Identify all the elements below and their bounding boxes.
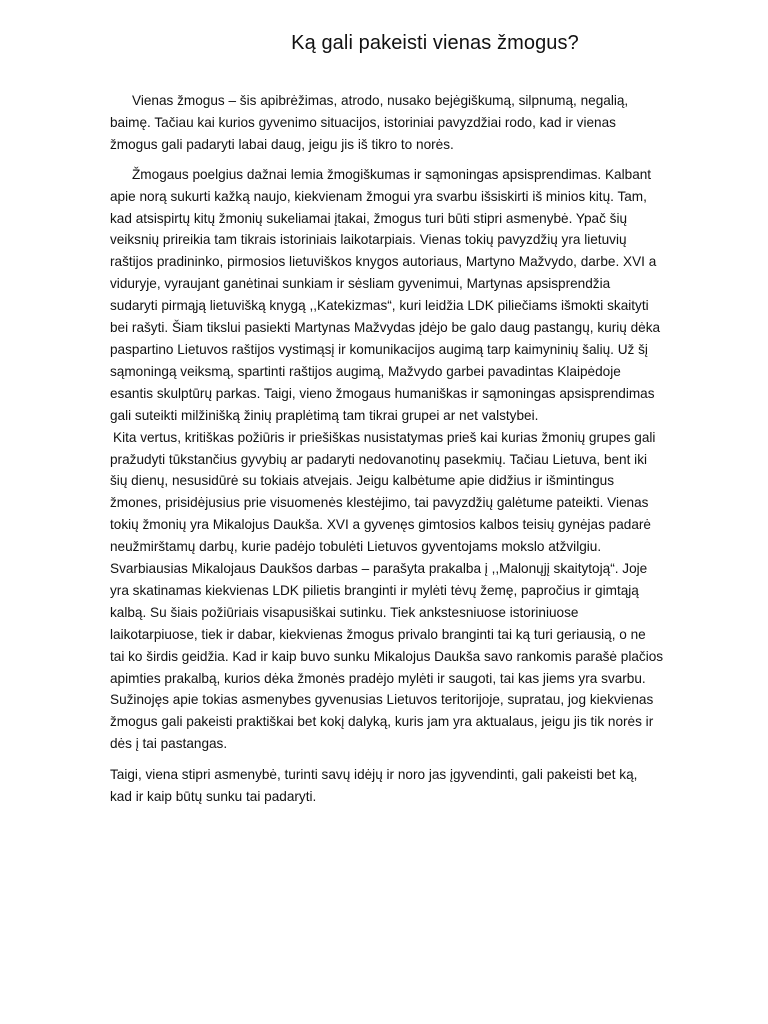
paragraph-line: tai ko širdis geidžia. Kad ir kaip buvo sunku Mikalojus Daukša savo rankomis parašė plačios — [110, 648, 664, 664]
paragraph-spacer — [110, 755, 730, 764]
paragraph-line: pražudyti tūkstančius gyvybių ar padaryti nedovanotinų pasekmių. Tačiau Lietuva, bent iki — [110, 451, 648, 467]
paragraph-line: Kita vertus, kritiškas požiūris ir priešiškas nusistatymas prieš kai kurias žmonių grupes gali — [113, 429, 656, 445]
paragraph-line: kalbą. Su šiais požiūriais visapusiškai sutinku. Tiek ankstesniuose istoriniuose — [110, 604, 579, 620]
paragraph-line: Svarbiausias Mikalojaus Daukšos darbas – parašyta prakalba į ,,Malonųjį skaitytoją“. Joje — [110, 561, 648, 577]
paragraph-line: veiksnių prireikia tam tikrais istoriniais laikotarpiais. Vienas tokių pavyzdžių yra lietuvių — [110, 232, 627, 248]
paragraph-line: Taigi, viena stipri asmenybė, turinti savų idėjų ir noro jas įgyvendinti, gali pakeisti bet ką, — [110, 767, 638, 783]
paragraph-line: sąmoningą veiksmą, spartinti raštijos augimą, Mažvydo garbei pavadintas Klaipėdoje — [110, 363, 621, 379]
paragraph-line: dės į tai pastangas. — [110, 736, 228, 752]
paragraph-line: baimę. Tačiau kai kurios gyvenimo situacijos, istoriniai pavyzdžiai rodo, kad ir vienas — [110, 114, 616, 130]
paragraph-line: neužmirštamų darbų, kurie padėjo tobulėti Lietuvos gyventojams mokslo atžvilgiu. — [110, 539, 602, 555]
paragraph-line: yra skatinamas kiekvienas LDK pilietis branginti ir mylėti tėvų žemę, papročius ir gimtąją — [110, 582, 639, 598]
paragraph-intro — [110, 90, 730, 156]
paragraph-line: laikotarpiuose, tiek ir dabar, kiekvienas žmogus privalo branginti tai ką turi geriausią, o ne — [110, 626, 646, 642]
paragraph-line: sudaryti pirmąją lietuvišką knygą ,,Katekizmas“, kuri leidžia LDK piliečiams išmokti skaityti — [110, 298, 649, 314]
paragraph-mazvydas — [110, 164, 730, 427]
paragraph-line: žmogus gali pakeisti praktiškai bet kokį dalyką, kuris jam yra aktualaus, jeigu jis tik norės ir — [110, 714, 654, 730]
paragraph-line: bei rašyti. Šiam tikslui pasiekti Martynas Mažvydas įdėjo be galo daug pastangų, kurių dėka — [110, 320, 661, 336]
paragraph-line: paspartino Lietuvos raštijos vystimąsį ir komunikacijos augimą tarp kaimyninių šalių. Už šį — [110, 341, 648, 357]
paragraph-conclusion — [110, 764, 730, 808]
paragraph-line: esantis skulptūrų parkas. Taigi, vieno žmogaus humaniškas ir sąmoningas apsisprendimas — [110, 385, 655, 401]
paragraph-line: gali suteikti milžinišką žinių praplėtimą tam tikrai grupei ar net valstybei. — [110, 407, 539, 423]
paragraph-line: Sužinojęs apie tokias asmenybes gyvenusias Lietuvos teritorijoje, supratau, jog kiekvienas — [110, 692, 654, 708]
paragraph-line: apimties prakalbą, kurios dėka žmonės pradėjo mylėti ir saugoti, tai kas jiems yra svarbu. — [110, 670, 646, 686]
paragraph-line: kad ir kaip būtų sunku tai padaryti. — [110, 789, 317, 805]
paragraph-line: žmogus gali padaryti labai daug, jeigu jis iš tikro to norės. — [110, 136, 454, 152]
paragraph-line: kad atsispirtų kitų žmonių sukeliamai įtakai, žmogus turi būti stipri asmenybė. Ypač šių — [110, 210, 628, 226]
paragraph-line: šių dienų, nesusidūrė su tokiais atvejais. Jeigu kalbėtume apie didžius ir išmintingus — [110, 473, 614, 489]
paragraph-line: viduryje, vyraujant ganėtinai sunkiam ir sėsliam gyvenimui, Martynas apsisprendžia — [110, 276, 611, 292]
document-title: Ką gali pakeisti vienas žmogus? — [291, 32, 579, 54]
paragraph-line: Vienas žmogus – šis apibrėžimas, atrodo, nusako bejėgiškumą, silpnumą, negalią, — [132, 93, 629, 108]
paragraph-line: apie norą sukurti kažką naujo, kiekvienam žmogui yra svarbu išsiskirti iš minios kitų. Tam, — [110, 188, 647, 204]
paragraph-spacer — [110, 156, 730, 164]
paragraph-line: raštijos pradininko, pirmosios lietuviškos knygos autoriaus, Martyno Mažvydo, darbe. XVI a — [110, 254, 657, 270]
paragraph-line: Žmogaus poelgius dažnai lemia žmogiškumas ir sąmoningas apsisprendimas. Kalbant — [132, 166, 652, 182]
document-body — [110, 90, 730, 808]
paragraph-line: žmones, prisidėjusius prie visuomenės klestėjimo, tai pavyzdžių galėtume pateikti. Vienas — [110, 495, 649, 511]
paragraph-dauksa — [110, 427, 730, 756]
paragraph-line: tokių žmonių yra Mikalojus Daukša. XVI a gyvenęs gimtosios kalbos teisių gynėjas padarė — [110, 517, 651, 533]
